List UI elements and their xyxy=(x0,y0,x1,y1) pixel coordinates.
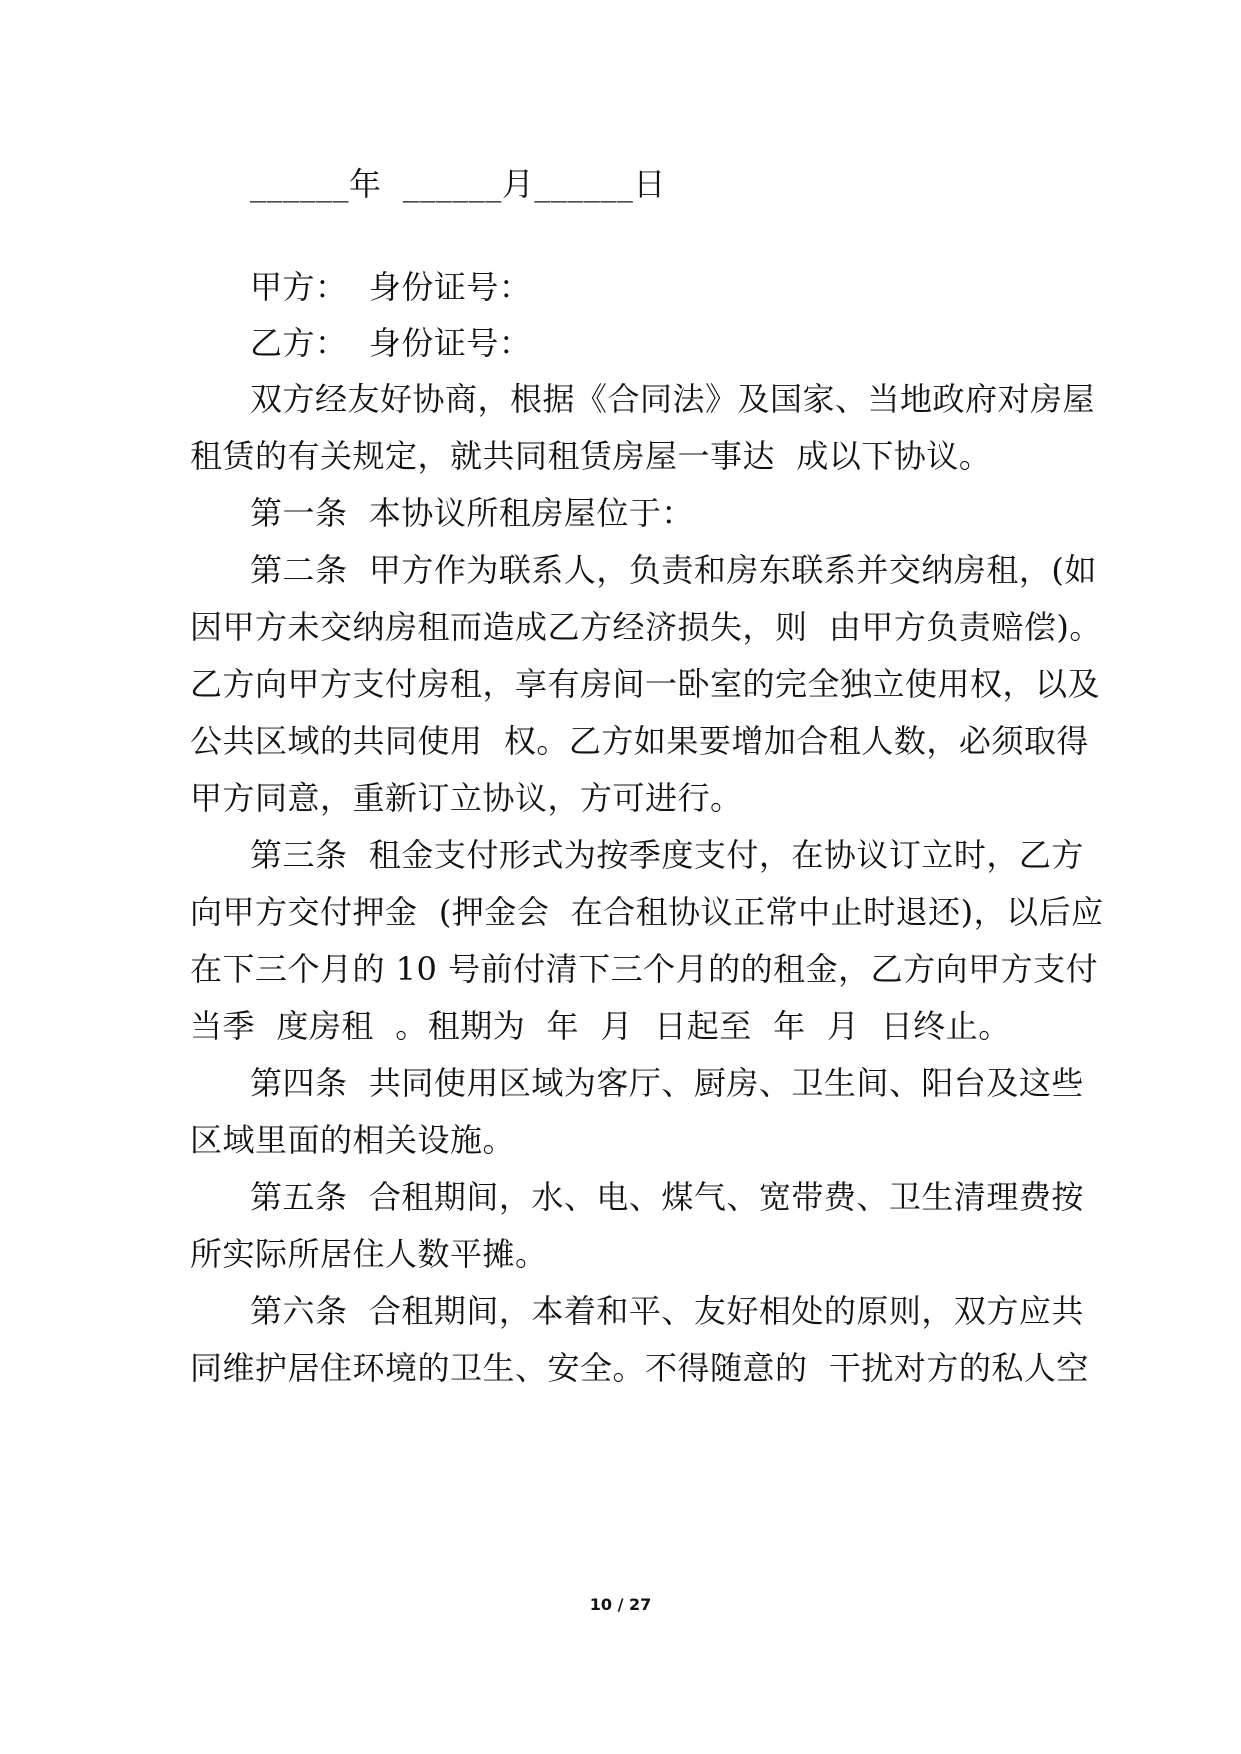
paragraph-line: 所实际所居住人数平摊。 xyxy=(190,1235,548,1273)
paragraph-line: 乙方向甲方支付房租，享有房间一卧室的完全独立使用权，以及 xyxy=(190,665,1101,703)
page-number: 10 / 27 xyxy=(589,1595,652,1614)
party-b-line: 乙方： 身份证号： xyxy=(250,324,532,362)
date-line: ______年 ______月______日 xyxy=(250,165,666,203)
paragraph-line: 在下三个月的 10 号前付清下三个月的的租金，乙方向甲方支付 xyxy=(190,950,1099,988)
paragraph-line: 因甲方未交纳房租而造成乙方经济损失，则 由甲方负责赔偿)。 xyxy=(190,608,1102,646)
article-5-line: 第五条 合租期间，水、电、煤气、宽带费、卫生清理费按 xyxy=(250,1178,1084,1216)
paragraph-line: 公共区域的共同使用 权。乙方如果要增加合租人数，必须取得 xyxy=(190,722,1089,760)
article-2-line: 第二条 甲方作为联系人，负责和房东联系并交纳房租，(如 xyxy=(250,551,1097,589)
paragraph-line: 双方经友好协商，根据《合同法》及国家、当地政府对房屋 xyxy=(250,380,1096,418)
article-6-line: 第六条 合租期间，本着和平、友好相处的原则，双方应共 xyxy=(250,1292,1084,1330)
party-a-line: 甲方： 身份证号： xyxy=(250,268,532,306)
paragraph-line: 租赁的有关规定，就共同租赁房屋一事达 成以下协议。 xyxy=(190,437,992,475)
paragraph-line: 同维护居住环境的卫生、安全。不得随意的 干扰对方的私人空 xyxy=(190,1349,1089,1387)
article-4-line: 第四条 共同使用区域为客厅、厨房、卫生间、阳台及这些 xyxy=(250,1064,1084,1102)
paragraph-line: 当季 度房租 。租期为 年 月 日起至 年 月 日终止。 xyxy=(190,1007,1011,1045)
article-1-line: 第一条 本协议所租房屋位于： xyxy=(250,494,694,532)
article-3-line: 第三条 租金支付形式为按季度支付，在协议订立时，乙方 xyxy=(250,836,1084,874)
paragraph-line: 向甲方交付押金 (押金会 在合租协议正常中止时退还)，以后应 xyxy=(190,893,1104,931)
paragraph-line: 区域里面的相关设施。 xyxy=(190,1121,516,1159)
paragraph-line: 甲方同意，重新订立协议，方可进行。 xyxy=(190,779,743,817)
